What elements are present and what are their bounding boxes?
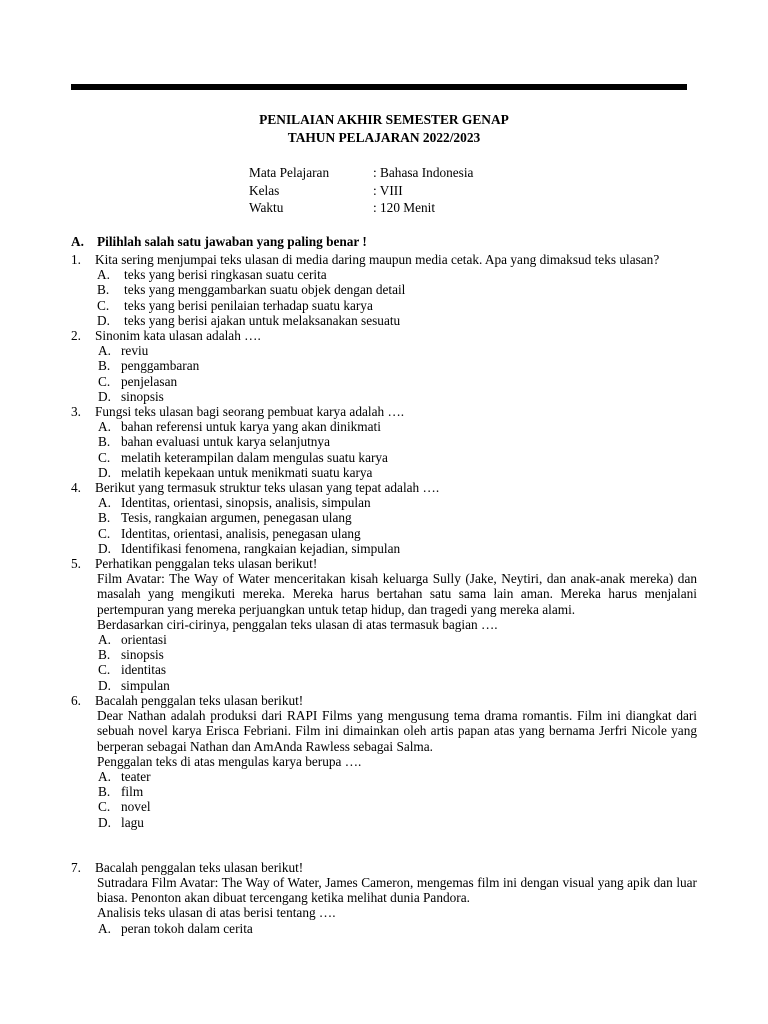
meta-value: : Bahasa Indonesia [373,165,474,180]
meta-row-time [249,199,473,217]
question-text: Bacalah penggalan teks ulasan berikut! [95,859,304,875]
option-letter: D. [98,540,111,556]
option-c[interactable] [98,662,697,677]
option-c[interactable] [98,374,697,389]
question-prompt: Penggalan teks di atas mengulas karya berupa …. [97,753,362,769]
question-number: 6. [71,692,81,708]
option-list [98,495,697,556]
reading-passage: Sutradara Film Avatar: The Way of Water, James Cameron, mengemas film ini dengan visual yang apik dan luar biasa. Penonton akan dibuat tercengang ketika melihat dunia Pandora. [97,874,697,906]
reading-passage: Film Avatar: The Way of Water menceritakan kisah keluarga Sully (Jake, Neytiri, dan anak-anak mereka) dan masalah yang mengikuti mereka. Mereka harus bertahan satu sama lain aman. Mereka harus menjalani pertempuran yang mereka perjuangkan untuk tetap hidup, dan tragedi yang mereka alami. [97,571,697,617]
exam-title: PENILAIAN AKHIR SEMESTER GENAP [259,112,509,127]
option-letter: A. [98,920,111,936]
option-list [98,769,697,830]
option-text: novel [121,799,151,815]
option-text: bahan referensi untuk karya yang akan dinikmati [121,419,381,435]
option-a[interactable] [98,632,697,647]
option-d[interactable] [98,815,697,830]
question-5 [71,556,697,693]
exam-info [249,164,473,217]
option-letter: A. [98,343,111,359]
question-number: 5. [71,556,81,572]
question-4 [71,480,697,556]
option-letter: C. [98,449,111,465]
option-letter: B. [98,434,111,450]
option-text: Identitas, orientasi, analisis, penegasan ulang [121,525,361,541]
option-letter: A. [98,419,111,435]
option-letter: A. [98,632,111,648]
option-list [98,343,697,404]
option-b[interactable] [98,784,697,799]
option-text: sinopsis [121,647,164,663]
question-6 [71,693,697,830]
option-letter: B. [98,510,111,526]
option-letter: B. [98,358,111,374]
option-list [97,267,697,328]
option-a[interactable] [97,267,697,282]
option-d[interactable] [98,465,697,480]
option-text: penggambaran [121,358,200,374]
question-text: Kita sering menjumpai teks ulasan di media daring maupun media cetak. Apa yang dimaksud teks ulasan? [95,252,660,267]
option-d[interactable] [98,389,697,404]
option-text: Identitas, orientasi, sinopsis, analisis, simpulan [121,495,371,511]
option-letter: A. [98,495,111,511]
section-instruction: Pilihlah salah satu jawaban yang paling benar ! [97,234,367,249]
option-text: teks yang menggambarkan suatu objek dengan detail [124,282,406,298]
option-text: Tesis, rangkaian argumen, penegasan ulang [121,510,352,526]
option-text: melatih kepekaan untuk menikmati suatu karya [121,464,373,480]
option-text: teks yang berisi ringkasan suatu cerita [124,267,327,283]
option-text: teks yang berisi ajakan untuk melaksanakan sesuatu [124,312,401,328]
question-1 [71,252,697,328]
question-number: 1. [71,252,81,267]
question-text: Perhatikan penggalan teks ulasan berikut! [95,556,318,572]
option-text: identitas [121,662,167,678]
meta-row-subject [249,164,473,182]
spacer [71,830,697,860]
option-c[interactable] [98,450,697,465]
option-a[interactable] [98,343,697,358]
option-b[interactable] [98,510,697,525]
option-letter: D. [98,464,111,480]
option-text: reviu [121,343,149,359]
question-prompt: Analisis teks ulasan di atas berisi tentang …. [97,905,336,921]
option-letter: C. [97,297,110,313]
option-letter: D. [98,814,111,830]
option-c[interactable] [98,799,697,814]
option-text: peran tokoh dalam cerita [121,920,253,936]
option-letter: D. [98,677,111,693]
option-list [98,419,697,480]
question-number: 4. [71,480,81,496]
meta-row-class [249,182,473,200]
option-text: penjelasan [121,373,178,389]
section-letter: A. [71,234,84,249]
option-list [98,921,697,936]
option-b[interactable] [98,647,697,662]
option-d[interactable] [98,678,697,693]
section-heading [71,234,367,249]
question-text: Berikut yang termasuk struktur teks ulasan yang tepat adalah …. [95,480,440,496]
meta-value: : 120 Menit [373,200,436,215]
option-b[interactable] [98,358,697,373]
option-letter: B. [97,282,110,298]
option-letter: A. [98,768,111,784]
question-3 [71,404,697,480]
option-letter: D. [98,388,111,404]
option-letter: B. [98,647,111,663]
option-letter: B. [98,784,111,800]
reading-passage: Dear Nathan adalah produksi dari RAPI Films yang mengusung tema drama romantis. Film ini diangkat dari sebuah novel karya Erisca Febriani. Film ini dimainkan oleh artis papan atas yang bernama Jerfri Nicole yang berperan sebagai Nathan dan AmAnda Rawless sebagai Salma. [97,708,697,754]
meta-value: : VIII [373,182,403,198]
option-text: teks yang berisi penilaian terhadap suatu karya [124,297,373,313]
option-text: simpulan [121,677,170,693]
question-prompt: Berdasarkan ciri-cirinya, penggalan teks ulasan di atas termasuk bagian …. [97,616,498,632]
option-a[interactable] [98,769,697,784]
question-number: 7. [71,859,81,875]
question-text: Fungsi teks ulasan bagi seorang pembuat karya adalah …. [95,404,405,420]
option-a[interactable] [98,419,697,434]
option-a[interactable] [98,921,697,936]
meta-label: Mata Pelajaran [249,165,330,180]
question-number: 3. [71,404,81,420]
meta-label: Waktu [249,200,284,215]
meta-label: Kelas [249,182,280,198]
option-d[interactable] [98,541,697,556]
question-number: 2. [71,328,81,344]
question-2 [71,328,697,404]
option-a[interactable] [98,495,697,510]
option-letter: C. [98,373,111,389]
option-letter: C. [98,525,111,541]
option-text: orientasi [121,632,167,648]
option-c[interactable] [97,298,697,313]
option-b[interactable] [97,282,697,297]
question-7 [71,860,697,936]
option-text: film [121,784,144,800]
option-b[interactable] [98,434,697,449]
option-text: lagu [121,814,144,830]
option-letter: C. [98,799,111,815]
option-text: bahan evaluasi untuk karya selanjutnya [121,434,330,450]
option-letter: D. [97,312,110,328]
option-list [98,632,697,693]
option-text: melatih keterampilan dalam mengulas suatu karya [121,449,388,465]
exam-year: TAHUN PELAJARAN 2022/2023 [287,130,481,145]
option-letter: A. [97,267,110,283]
question-text: Bacalah penggalan teks ulasan berikut! [95,692,304,708]
question-list [71,252,697,936]
option-c[interactable] [98,526,697,541]
header-rule [71,84,687,90]
option-letter: C. [98,662,111,678]
option-d[interactable] [97,313,697,328]
option-text: teater [121,768,151,784]
option-text: sinopsis [121,388,164,404]
option-text: Identifikasi fenomena, rangkaian kejadian, simpulan [121,540,401,556]
question-text: Sinonim kata ulasan adalah …. [95,328,261,344]
